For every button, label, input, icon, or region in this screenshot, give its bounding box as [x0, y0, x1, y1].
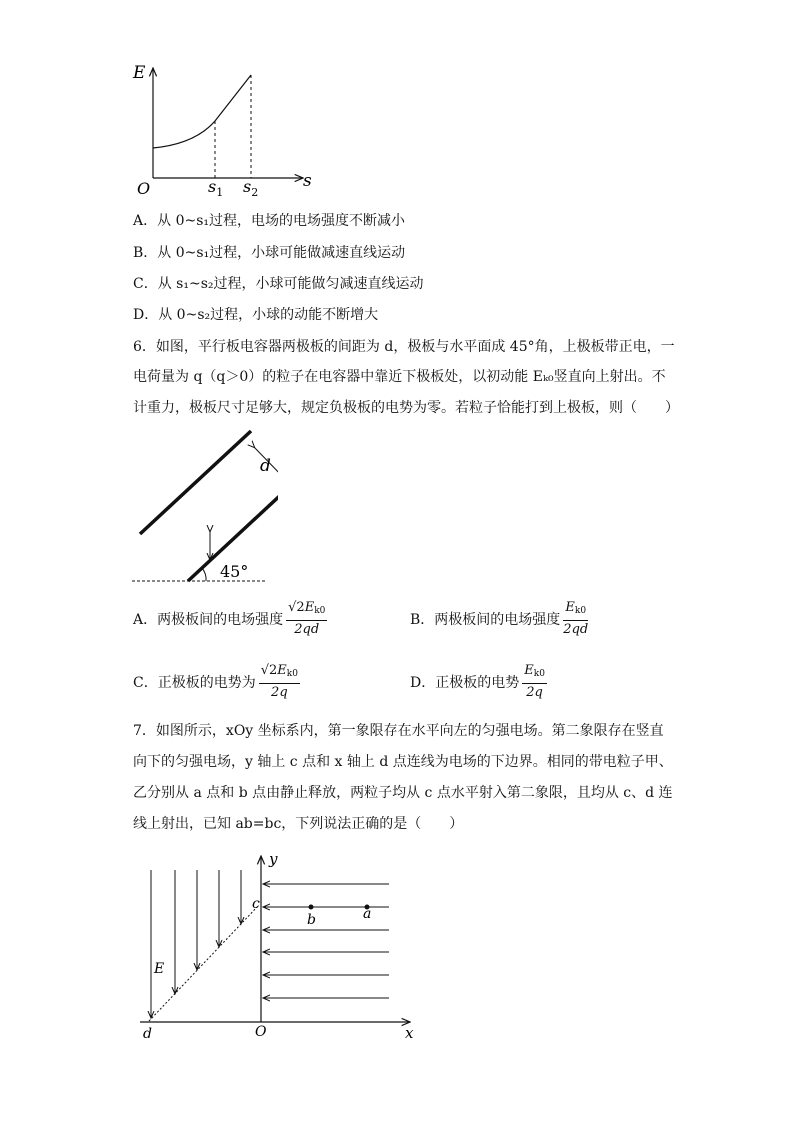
q6-option-c: C． 正极板的电势为 $\frac{√2E_{k0}}{2q}$ — [133, 663, 298, 700]
q5-option-d: D．从 0~s₂过程，小球的动能不断增大 — [133, 307, 379, 323]
upper-plate — [140, 431, 251, 534]
d-label: d — [260, 456, 271, 476]
fraction: $\frac{E_{k0}}{2qd}$ — [563, 600, 589, 637]
field-e-label: E — [154, 961, 165, 977]
q6-option-b: B． 两极板间的电场强度 $\frac{E_{k0}}{2qd}$ — [410, 600, 589, 637]
q5-option-c: C．从 s₁~s₂过程，小球可能做匀减速直线运动 — [133, 276, 424, 292]
q6-option-a: A． 两极板间的电场强度 $\frac{√2E_{k0}}{2qd}$ — [133, 600, 326, 637]
q6-line-3: 计重力，极板尺寸足够大，规定负极板的电势为零。若粒子恰能打到上极板，则（ ） — [133, 400, 679, 416]
origin-label: O — [137, 179, 151, 198]
fraction: $\frac{E_{k0}}{2q}$ — [524, 663, 545, 700]
fraction: $\frac{√2E_{k0}}{2q}$ — [260, 663, 298, 700]
e-vs-s-graph — [125, 58, 325, 203]
q7-line-3: 乙分别从 a 点和 b 点由静止释放，两粒子均从 c 点水平射入第二象限，且均从 c、d 连 — [133, 785, 673, 801]
q5-option-a: A．从 0~s₁过程，电场的电场强度不断减小 — [133, 213, 406, 229]
point-a-label: a — [363, 906, 372, 922]
point-b-label: b — [307, 912, 316, 928]
x-axis-label: s — [303, 171, 312, 191]
angle-label: 45° — [220, 562, 249, 581]
q6-line-2: 电荷量为 q（q＞0）的粒子在电容器中靠近下极板处，以初动能 Eₖ₀竖直向上射出。不 — [133, 369, 666, 385]
q5-option-b: B．从 0~s₁过程，小球可能做减速直线运动 — [133, 245, 406, 261]
y-axis-label: y — [269, 850, 278, 868]
q7-line-1: 7．如图所示，xOy 坐标系内，第一象限存在水平向左的匀强电场。第二象限存在竖直 — [133, 723, 664, 739]
q7-line-2: 向下的匀强电场，y 轴上 c 点和 x 轴上 d 点连线为电场的下边界。相同的带电粒子甲、 — [133, 754, 673, 770]
origin-label: O — [255, 1024, 267, 1040]
q6-line-1: 6．如图，平行板电容器两极板的间距为 d，极板与水平面成 45°角，上极板带正电，一 — [133, 339, 675, 355]
fraction: $\frac{√2E_{k0}}{2qd}$ — [288, 600, 326, 637]
x-axis-label: x — [405, 1024, 414, 1042]
e-curve — [153, 75, 251, 148]
y-axis-label: E — [133, 63, 146, 83]
q6-option-d: D． 正极板的电势 $\frac{E_{k0}}{2q}$ — [410, 663, 545, 700]
s1-label: $s_1$ — [208, 177, 224, 199]
angle-arc — [202, 568, 206, 581]
point-d-label: d — [143, 1026, 152, 1042]
capacitor-figure — [128, 425, 278, 590]
point-c-label: c — [252, 896, 260, 912]
point-b — [309, 905, 314, 910]
field-figure — [135, 848, 425, 1043]
boundary-cd — [149, 905, 259, 1021]
q7-line-4: 线上射出，已知 ab=bc，下列说法正确的是（ ） — [133, 816, 464, 832]
s2-label: $s_2$ — [243, 177, 259, 199]
